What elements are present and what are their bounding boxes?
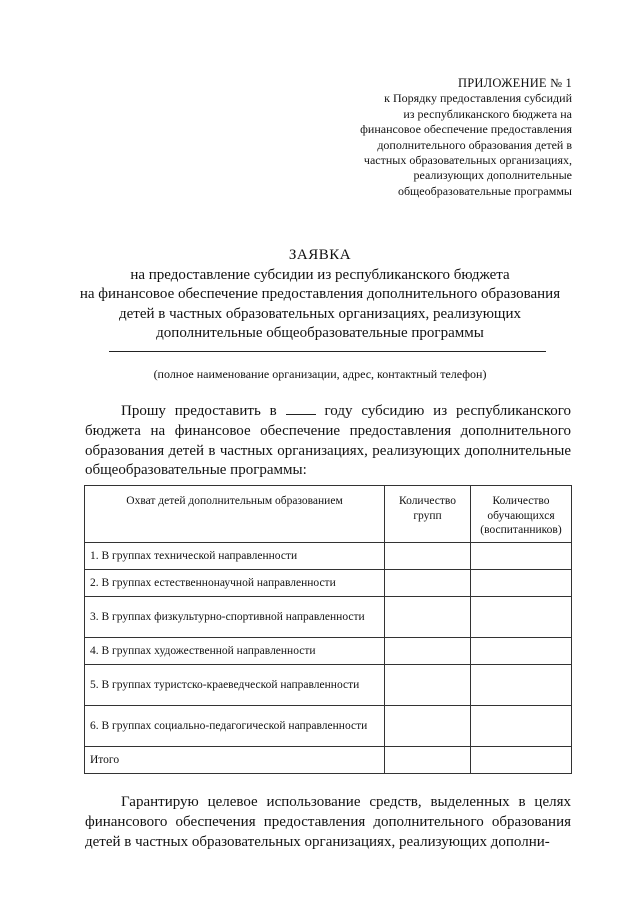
column-header-coverage: Охват детей дополнительным образованием <box>85 486 385 543</box>
request-paragraph <box>85 402 571 481</box>
groups-cell[interactable] <box>385 570 471 597</box>
groups-cell[interactable] <box>385 638 471 665</box>
table-header-row <box>85 486 572 543</box>
request-text-end: году субсидию из республиканского бюджета на финансовое обеспечение предоставления дополнительного образования детей в частных организациях, реализующих дополнительные общеобразовательные программы: <box>85 403 572 479</box>
title-line: дополнительные общеобразовательные программы <box>156 325 484 341</box>
document-title <box>70 246 570 344</box>
appendix-line: из республиканского бюджета на <box>403 106 572 121</box>
appendix-line: реализующих дополнительные <box>413 168 572 183</box>
appendix-line: финансовое обеспечение предоставления <box>360 122 572 137</box>
students-cell[interactable] <box>471 638 572 665</box>
appendix-line: общеобразовательные программы <box>397 183 572 198</box>
appendix-line: дополнительного образования детей в <box>377 137 572 152</box>
row-label: 3. В группах физкультурно-спортивной направленности <box>85 597 385 638</box>
table-row-total <box>85 747 572 774</box>
table-row <box>85 665 572 706</box>
organization-fill-line[interactable] <box>109 351 546 352</box>
appendix-title: ПРИЛОЖЕНИЕ № 1 <box>458 76 572 90</box>
table-row <box>85 706 572 747</box>
coverage-table <box>84 485 572 774</box>
title-line: на предоставление субсидии из республиканского бюджета <box>130 266 510 283</box>
row-label: 4. В группах художественной направленности <box>85 638 385 665</box>
appendix-line: к Порядку предоставления субсидий <box>384 91 572 106</box>
groups-total-cell[interactable] <box>385 747 471 774</box>
groups-cell[interactable] <box>385 665 471 706</box>
guarantee-paragraph <box>85 793 571 852</box>
students-cell[interactable] <box>471 570 572 597</box>
students-total-cell[interactable] <box>471 747 572 774</box>
title-line: на финансовое обеспечение предоставления дополнительного образования <box>79 286 561 302</box>
groups-cell[interactable] <box>385 597 471 638</box>
table-row <box>85 570 572 597</box>
guarantee-text: Гарантирую целевое использование средств, выделенных в целях финансового обеспечения предоставления дополнительного образования детей в частных образовательных организациях, реализующих дополни- <box>85 794 571 850</box>
title-line: детей в частных образовательных организациях, реализующих <box>119 305 521 322</box>
year-blank[interactable] <box>286 402 316 415</box>
groups-cell[interactable] <box>385 543 471 570</box>
table-row <box>85 543 572 570</box>
column-header-students: Количество обучающихся (воспитанников) <box>471 486 572 543</box>
row-label: 1. В группах технической направленности <box>85 543 385 570</box>
students-cell[interactable] <box>471 597 572 638</box>
appendix-line: частных образовательных организациях, <box>363 153 572 168</box>
table-row <box>85 597 572 638</box>
request-text-start: Прошу предоставить в <box>121 403 277 419</box>
row-label: 6. В группах социально-педагогической направленности <box>85 706 385 747</box>
students-cell[interactable] <box>471 543 572 570</box>
organization-caption: (полное наименование организации, адрес, контактный телефон) <box>153 367 487 381</box>
students-cell[interactable] <box>471 665 572 706</box>
row-label-total: Итого <box>85 747 385 774</box>
appendix-block <box>360 76 572 199</box>
row-label: 5. В группах туристско-краеведческой направленности <box>85 665 385 706</box>
row-label: 2. В группах естественнонаучной направленности <box>85 570 385 597</box>
groups-cell[interactable] <box>385 706 471 747</box>
table-row <box>85 638 572 665</box>
document-heading: ЗАЯВКА <box>288 247 352 263</box>
students-cell[interactable] <box>471 706 572 747</box>
column-header-groups: Количество групп <box>385 486 471 543</box>
